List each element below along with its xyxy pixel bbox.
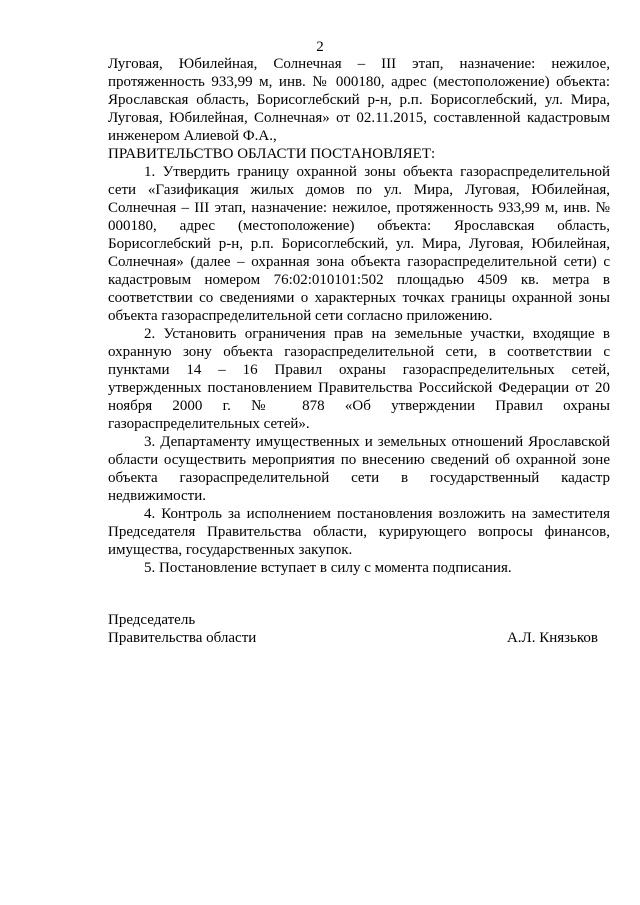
signature-block (108, 611, 598, 647)
resolution-item-4: 4. Контроль за исполнением постановления возложить на заместителя Председателя Правительства области, курирующего вопросы финансов, имущества, государственных закупок. (108, 506, 610, 558)
intro-continuation: Луговая, Юбилейная, Солнечная – III этап, назначение: нежилое, протяженность 933,99 м, инв. № 000180, адрес (местоположение) объекта: Ярославская область, Борисоглебский р-н, р.п. Борисоглебский, ул. Мира, Луговая, Юбилейная, Солнечная» от 02.11.2015, составленной кадастровым инженером Алиевой Ф.А., (108, 56, 610, 144)
page-number: 2 (316, 39, 324, 55)
document-body (108, 55, 610, 577)
signatory-title-line2: Правительства области (108, 630, 257, 646)
signatory-title-line1: Председатель (108, 612, 196, 628)
resolution-item-5: 5. Постановление вступает в силу с момента подписания. (144, 560, 512, 576)
signatory-name: А.Л. Князьков (506, 630, 598, 646)
resolution-item-3: 3. Департаменту имущественных и земельных отношений Ярославской области осуществить мероприятия по внесению сведений об охранной зоне объекта газораспределительной сети в государственный кадастр недвижимости. (108, 434, 610, 504)
resolve-heading: ПРАВИТЕЛЬСТВО ОБЛАСТИ ПОСТАНОВЛЯЕТ: (108, 146, 436, 162)
resolution-item-1: 1. Утвердить границу охранной зоны объекта газораспределительной сети «Газификация жилых домов по ул. Мира, Луговая, Юбилейная, Солнечная – III этап, назначение: нежилое, протяженность 933,99 м, инв. № 000180, адрес (местоположение) объекта: Ярославская область, Борисоглебский р-н, р.п. Борисоглебский, ул. Мира, Луговая, Юбилейная, Солнечная» (далее – охранная зона объекта газораспределительной сети) с кадастровым номером 76:02:010101:502 площадью 4509 кв. метра в соответствии со сведениями о характерных точках границы охранной зоны объекта газораспределительной сети согласно приложению. (108, 164, 610, 324)
resolution-item-2: 2. Установить ограничения прав на земельные участки, входящие в охранную зону объекта газораспределительной сети, в соответствии с пунктами 14 – 16 Правил охраны газораспределительных сетей, утвержденных постановлением Правительства Российской Федерации от 20 ноября 2000 г. № 878 «Об утверждении Правил охраны газораспределительных сетей». (108, 326, 610, 432)
signature-row (108, 629, 598, 647)
